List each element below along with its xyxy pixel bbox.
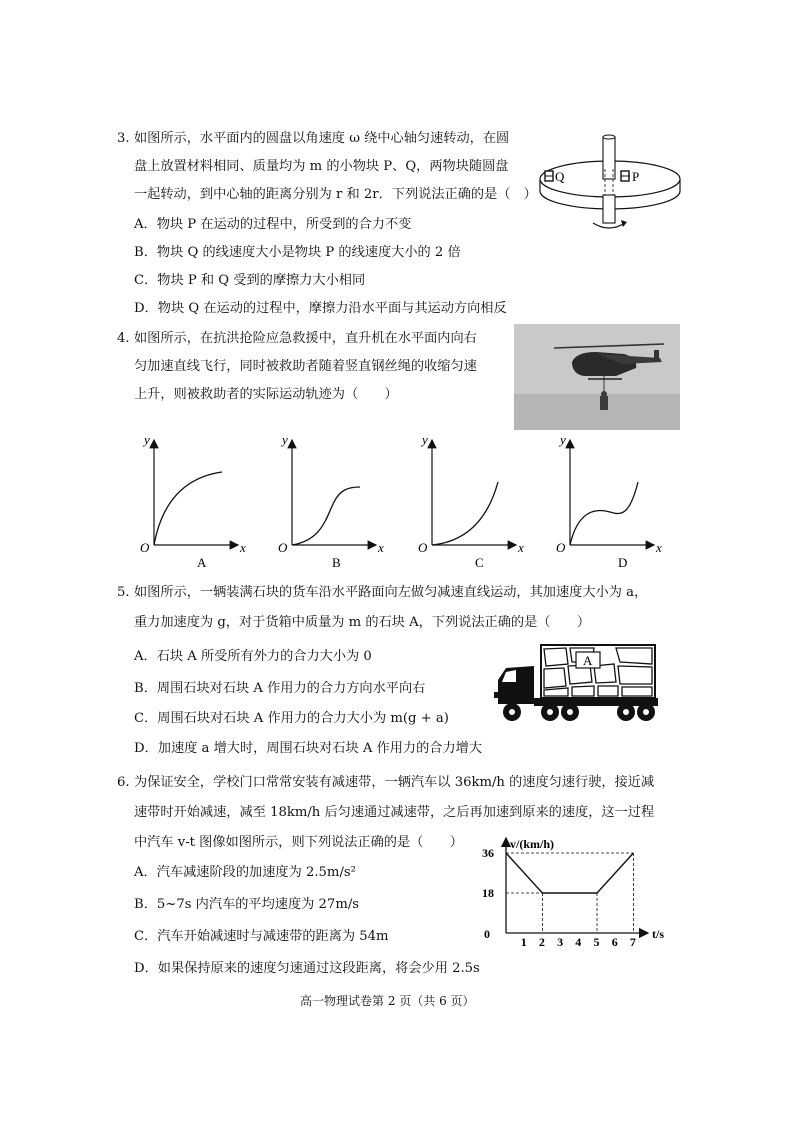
q6-option-b: B．5~7s 内汽车的平均速度为 27m/s — [134, 897, 360, 912]
q6-option-a: A．汽车减速阶段的加速度为 2.5m/s² — [134, 865, 356, 880]
q6-option-d: D．如果保持原来的速度匀速通过这段距离，将会少用 2.5s — [134, 961, 480, 976]
q4-line3: 上升，则被救助者的实际运动轨迹为（ ） — [134, 387, 398, 402]
vt-x-tick-2: 2 — [538, 935, 545, 949]
q4-number: 4. — [117, 331, 130, 346]
q6-line3: 中汽车 v-t 图像如图所示，则下列说法正确的是（ ） — [134, 835, 463, 850]
q3-line1: 如图所示，水平面内的圆盘以角速度 ω 绕中心轴匀速转动，在圆 — [134, 131, 510, 146]
graph-a-x-label: x — [240, 540, 246, 555]
q4-line2: 匀加速直线飞行，同时被救助者随着竖直钢丝绳的收缩匀速 — [134, 359, 477, 374]
q5-line1: 如图所示，一辆装满石块的货车沿水平路面向左做匀减速直线运动，其加速度大小为 a， — [134, 585, 648, 600]
graph-b — [278, 432, 384, 570]
vt-x-tick-6: 6 — [611, 935, 618, 949]
q5-number: 5. — [117, 585, 130, 600]
graph-c-label: C — [475, 555, 484, 570]
q5-option-d: D．加速度 a 增大时，周围石块对石块 A 作用力的合力增大 — [134, 741, 483, 756]
graph-c-x-label: x — [518, 540, 524, 555]
page-footer: 高一物理试卷第 2 页（共 6 页） — [300, 994, 475, 1008]
graph-d-x-label: x — [656, 540, 662, 555]
truck-figure — [494, 642, 660, 724]
graph-b-label: B — [332, 555, 341, 570]
vt-x-tick-7: 7 — [629, 935, 636, 949]
graph-b-y-label: y — [282, 432, 288, 447]
vt-y-tick-36: 36 — [482, 846, 494, 860]
q6-line1: 为保证安全，学校门口常常安装有减速带，一辆汽车以 36km/h 的速度匀速行驶，接近减 — [134, 775, 655, 790]
graph-a-y-label: y — [144, 432, 150, 447]
vt-y-tick-18: 18 — [482, 886, 494, 900]
label-q: Q — [555, 169, 565, 184]
graph-d-origin: O — [556, 540, 566, 555]
q6-number: 6. — [117, 775, 130, 790]
graph-c-y-label: y — [422, 432, 428, 447]
q3-option-c: C．物块 P 和 Q 受到的摩擦力大小相同 — [134, 273, 366, 288]
vt-x-tick-4: 4 — [575, 935, 582, 949]
graph-b-origin: O — [278, 540, 288, 555]
graph-c-origin: O — [418, 540, 428, 555]
q3-line3: 一起转动，到中心轴的距离分别为 r 和 2r．下列说法正确的是（ ） — [134, 187, 537, 202]
stone-a-label: A — [583, 653, 593, 668]
vt-x-tick-5: 5 — [593, 935, 600, 949]
q5-option-b: B．周围石块对石块 A 作用力的合力方向水平向右 — [134, 681, 426, 696]
graph-d — [556, 432, 662, 570]
rotating-disc-figure — [535, 135, 685, 240]
graph-c — [418, 432, 524, 570]
vt-chart — [470, 836, 680, 948]
vt-x-tick-3: 3 — [557, 935, 564, 949]
label-p: P — [632, 169, 640, 184]
q4-line1: 如图所示，在抗洪抢险应急救援中，直升机在水平面内向右 — [134, 331, 477, 346]
graph-d-y-label: y — [560, 432, 566, 447]
graph-d-label: D — [618, 555, 628, 570]
helicopter-photo — [514, 324, 680, 430]
q3-option-b: B．物块 Q 的线速度大小是物块 P 的线速度大小的 2 倍 — [134, 245, 461, 260]
q3-number: 3. — [117, 131, 130, 146]
q6-option-c: C．汽车开始减速时与减速带的距离为 54m — [134, 929, 389, 944]
q5-line2: 重力加速度为 g，对于货箱中质量为 m 的石块 A，下列说法正确的是（ ） — [134, 615, 591, 630]
trajectory-graphs — [130, 430, 680, 575]
graph-a — [140, 432, 246, 570]
vt-series-line — [506, 853, 633, 893]
graph-b-x-label: x — [378, 540, 384, 555]
q5-option-a: A．石块 A 所受所有外力的合力大小为 0 — [134, 649, 372, 664]
vt-x-tick-1: 1 — [520, 935, 527, 949]
q3-option-a: A．物块 P 在运动的过程中，所受到的合力不变 — [134, 217, 412, 232]
vt-x-axis-label: t/s — [652, 927, 664, 941]
graph-a-label: A — [197, 555, 207, 570]
vt-origin-label: 0 — [484, 927, 490, 941]
graph-a-origin: O — [140, 540, 150, 555]
vt-y-axis-label: v/(km/h) — [510, 837, 555, 851]
q6-line2: 速带时开始减速，减至 18km/h 后匀速通过减速带，之后再加速到原来的速度，这一过程 — [134, 805, 655, 820]
q3-line2: 盘上放置材料相同、质量均为 m 的小物块 P、Q，两物块随圆盘 — [134, 159, 509, 174]
q5-option-c: C．周围石块对石块 A 作用力的合力大小为 m(g + a) — [134, 711, 449, 726]
q3-option-d: D．物块 Q 在运动的过程中，摩擦力沿水平面与其运动方向相反 — [134, 301, 507, 316]
